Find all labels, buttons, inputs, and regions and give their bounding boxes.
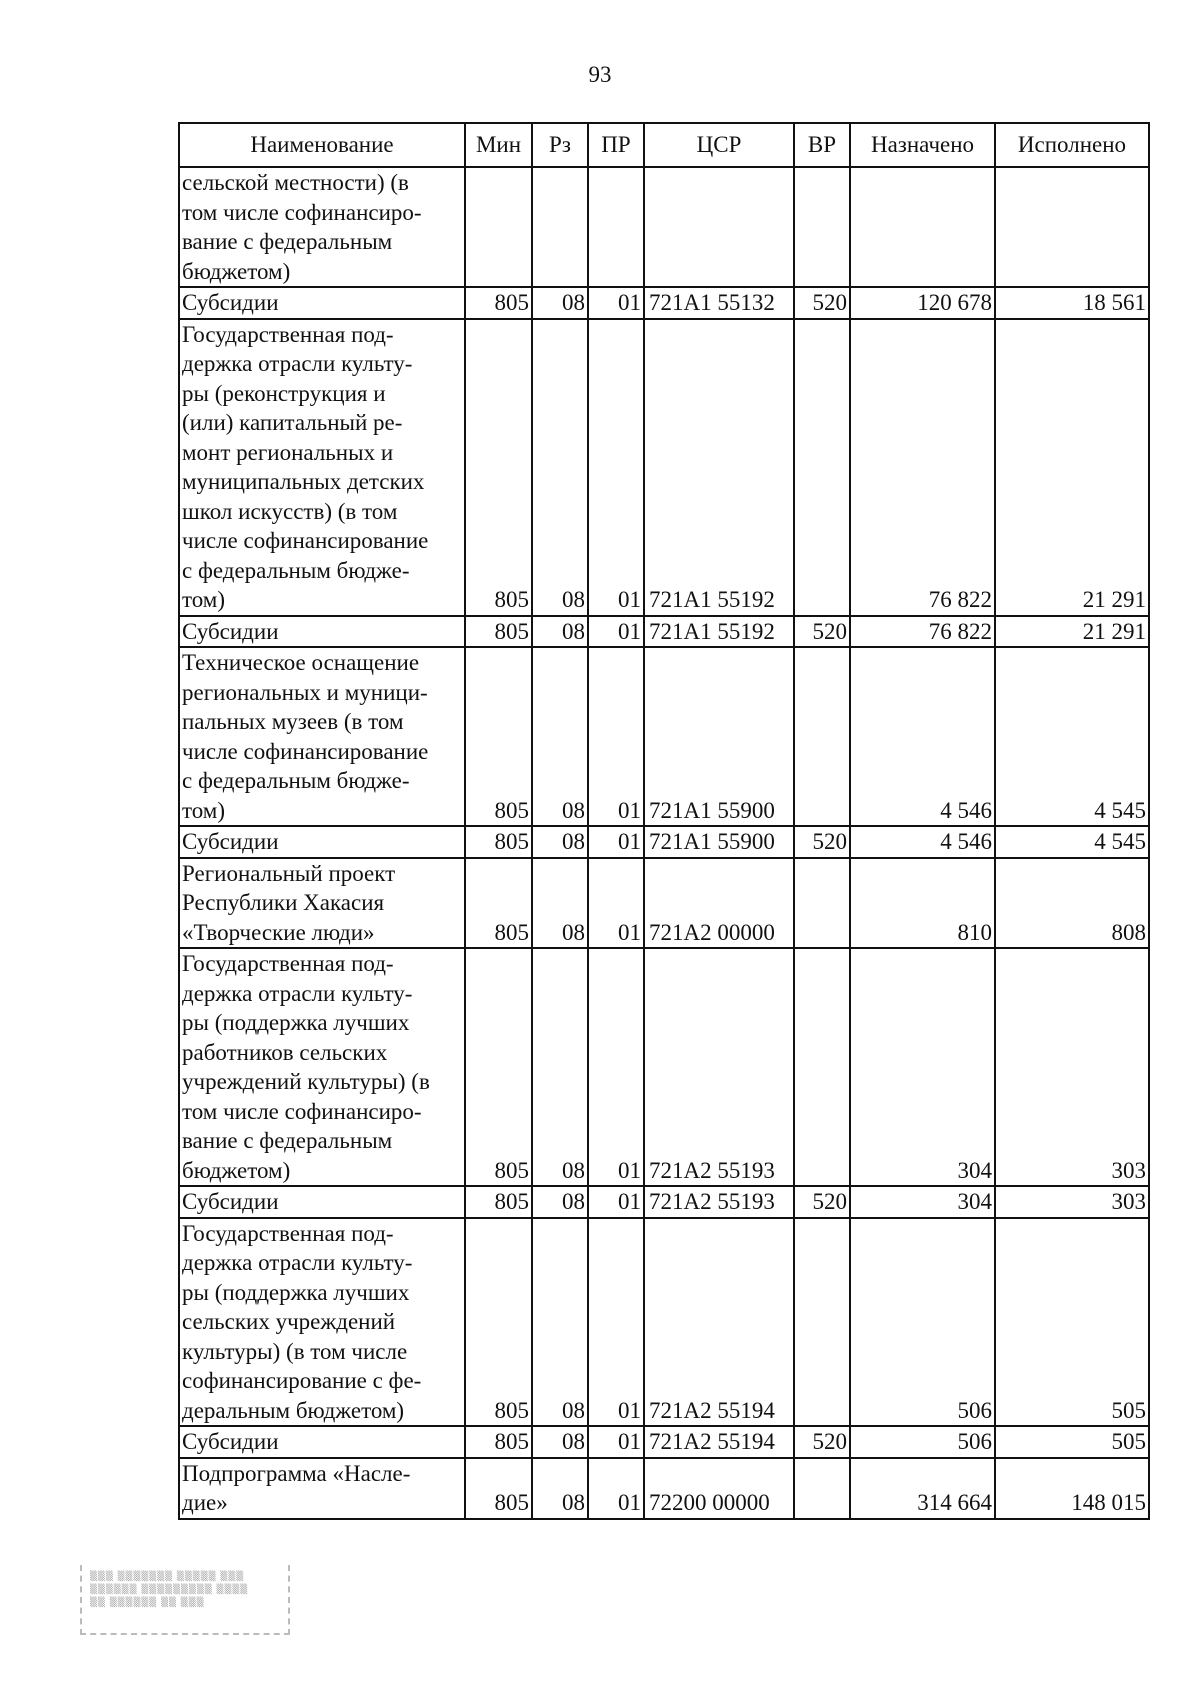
table-row xyxy=(179,1458,1149,1519)
cell-pr: 01 xyxy=(588,858,644,949)
cell-assigned: 304 xyxy=(850,1186,995,1218)
page-number: 93 xyxy=(588,62,612,87)
cell-csr: 721А2 55194 xyxy=(644,1426,794,1458)
cell-vr: 520 xyxy=(794,616,850,648)
table-body xyxy=(179,167,1149,1519)
cell-csr: 721А1 55900 xyxy=(644,826,794,858)
cell-pr xyxy=(588,167,644,287)
cell-name: Государственная под- держка отрасли культу- ры (поддержка лучших сельских учреждений культуры) (в том числе софинансирование с фе- деральным бюджетом) xyxy=(179,1218,465,1427)
cell-rz: 08 xyxy=(532,1458,588,1519)
cell-assigned: 4 546 xyxy=(850,647,995,826)
cell-min: 805 xyxy=(465,1426,532,1458)
cell-min: 805 xyxy=(465,287,532,319)
cell-vr xyxy=(794,948,850,1186)
cell-pr: 01 xyxy=(588,948,644,1186)
cell-csr: 721А2 00000 xyxy=(644,858,794,949)
table-header-row xyxy=(179,123,1149,167)
cell-assigned: 76 822 xyxy=(850,616,995,648)
header-vr: ВР xyxy=(794,123,850,167)
cell-rz: 08 xyxy=(532,319,588,616)
cell-vr: 520 xyxy=(794,287,850,319)
cell-assigned: 506 xyxy=(850,1426,995,1458)
cell-csr: 72200 00000 xyxy=(644,1458,794,1519)
header-min: Мин xyxy=(465,123,532,167)
cell-pr: 01 xyxy=(588,616,644,648)
cell-assigned: 506 xyxy=(850,1218,995,1427)
cell-csr: 721А1 55192 xyxy=(644,319,794,616)
cell-pr: 01 xyxy=(588,319,644,616)
cell-name: Государственная под- держка отрасли культу- ры (реконструкция и (или) капитальный ре- монт региональных и муниципальных детских школ искусств) (в том числе софинансирование с федеральным бюдже- том) xyxy=(179,319,465,616)
cell-rz: 08 xyxy=(532,647,588,826)
cell-min: 805 xyxy=(465,1458,532,1519)
cell-executed xyxy=(995,167,1149,287)
cell-name: Региональный проект Республики Хакасия «Творческие люди» xyxy=(179,858,465,949)
cell-rz: 08 xyxy=(532,826,588,858)
header-assigned: Назначено xyxy=(850,123,995,167)
cell-csr: 721А2 55194 xyxy=(644,1218,794,1427)
cell-min: 805 xyxy=(465,826,532,858)
cell-vr xyxy=(794,858,850,949)
cell-executed: 4 545 xyxy=(995,826,1149,858)
header-rz: Рз xyxy=(532,123,588,167)
cell-vr xyxy=(794,647,850,826)
cell-csr xyxy=(644,167,794,287)
header-pr: ПР xyxy=(588,123,644,167)
table-row xyxy=(179,319,1149,616)
registry-stamp: ▒▒▒ ▒▒▒▒▒▒▒ ▒▒▒▒▒ ▒▒▒ ▒▒▒▒▒▒ ▒▒▒▒▒▒▒▒▒ ▒▒▒▒ ▒▒ ▒▒▒▒▒▒ ▒▒ ▒▒▒ xyxy=(80,1565,290,1635)
cell-pr: 01 xyxy=(588,1186,644,1218)
cell-executed: 18 561 xyxy=(995,287,1149,319)
budget-table xyxy=(178,122,1150,1520)
cell-executed: 303 xyxy=(995,1186,1149,1218)
cell-pr: 01 xyxy=(588,647,644,826)
cell-name: Техническое оснащение региональных и муници- пальных музеев (в том числе софинансирование с федеральным бюдже- том) xyxy=(179,647,465,826)
table-row xyxy=(179,647,1149,826)
cell-name: Субсидии xyxy=(179,616,465,648)
cell-rz: 08 xyxy=(532,1218,588,1427)
cell-vr xyxy=(794,1458,850,1519)
cell-rz: 08 xyxy=(532,287,588,319)
cell-csr: 721А1 55900 xyxy=(644,647,794,826)
cell-min: 805 xyxy=(465,858,532,949)
cell-vr xyxy=(794,319,850,616)
cell-vr xyxy=(794,1218,850,1427)
cell-assigned xyxy=(850,167,995,287)
cell-assigned: 76 822 xyxy=(850,319,995,616)
cell-vr: 520 xyxy=(794,826,850,858)
header-csr: ЦСР xyxy=(644,123,794,167)
cell-csr: 721А1 55132 xyxy=(644,287,794,319)
table-row xyxy=(179,616,1149,648)
cell-name: Субсидии xyxy=(179,1186,465,1218)
cell-name: Подпрограмма «Насле- дие» xyxy=(179,1458,465,1519)
cell-executed: 505 xyxy=(995,1426,1149,1458)
cell-min: 805 xyxy=(465,616,532,648)
cell-min xyxy=(465,167,532,287)
cell-vr: 520 xyxy=(794,1186,850,1218)
cell-pr: 01 xyxy=(588,1426,644,1458)
cell-min: 805 xyxy=(465,319,532,616)
cell-rz: 08 xyxy=(532,616,588,648)
cell-assigned: 304 xyxy=(850,948,995,1186)
cell-assigned: 4 546 xyxy=(850,826,995,858)
cell-vr xyxy=(794,167,850,287)
cell-pr: 01 xyxy=(588,1218,644,1427)
cell-executed: 808 xyxy=(995,858,1149,949)
table-row xyxy=(179,826,1149,858)
cell-csr: 721А2 55193 xyxy=(644,948,794,1186)
cell-name: сельской местности) (в том числе софинансиро- вание с федеральным бюджетом) xyxy=(179,167,465,287)
table-row xyxy=(179,1186,1149,1218)
cell-name: Субсидии xyxy=(179,1426,465,1458)
cell-name: Субсидии xyxy=(179,826,465,858)
table-row xyxy=(179,858,1149,949)
header-executed: Исполнено xyxy=(995,123,1149,167)
cell-executed: 303 xyxy=(995,948,1149,1186)
cell-min: 805 xyxy=(465,647,532,826)
cell-rz xyxy=(532,167,588,287)
cell-assigned: 314 664 xyxy=(850,1458,995,1519)
cell-rz: 08 xyxy=(532,1426,588,1458)
table-row xyxy=(179,1218,1149,1427)
cell-pr: 01 xyxy=(588,826,644,858)
table-row xyxy=(179,948,1149,1186)
cell-assigned: 810 xyxy=(850,858,995,949)
cell-vr: 520 xyxy=(794,1426,850,1458)
cell-assigned: 120 678 xyxy=(850,287,995,319)
cell-executed: 505 xyxy=(995,1218,1149,1427)
cell-rz: 08 xyxy=(532,1186,588,1218)
cell-rz: 08 xyxy=(532,948,588,1186)
cell-name: Государственная под- держка отрасли культу- ры (поддержка лучших работников сельских учреждений культуры) (в том числе софинансиро- вание с федеральным бюджетом) xyxy=(179,948,465,1186)
cell-name: Субсидии xyxy=(179,287,465,319)
cell-min: 805 xyxy=(465,1186,532,1218)
header-name: Наименование xyxy=(179,123,465,167)
cell-pr: 01 xyxy=(588,287,644,319)
table-row xyxy=(179,287,1149,319)
cell-executed: 4 545 xyxy=(995,647,1149,826)
table-row xyxy=(179,167,1149,287)
cell-executed: 21 291 xyxy=(995,319,1149,616)
cell-csr: 721А2 55193 xyxy=(644,1186,794,1218)
cell-min: 805 xyxy=(465,1218,532,1427)
cell-min: 805 xyxy=(465,948,532,1186)
cell-executed: 21 291 xyxy=(995,616,1149,648)
cell-csr: 721А1 55192 xyxy=(644,616,794,648)
cell-pr: 01 xyxy=(588,1458,644,1519)
cell-executed: 148 015 xyxy=(995,1458,1149,1519)
cell-rz: 08 xyxy=(532,858,588,949)
table-row xyxy=(179,1426,1149,1458)
